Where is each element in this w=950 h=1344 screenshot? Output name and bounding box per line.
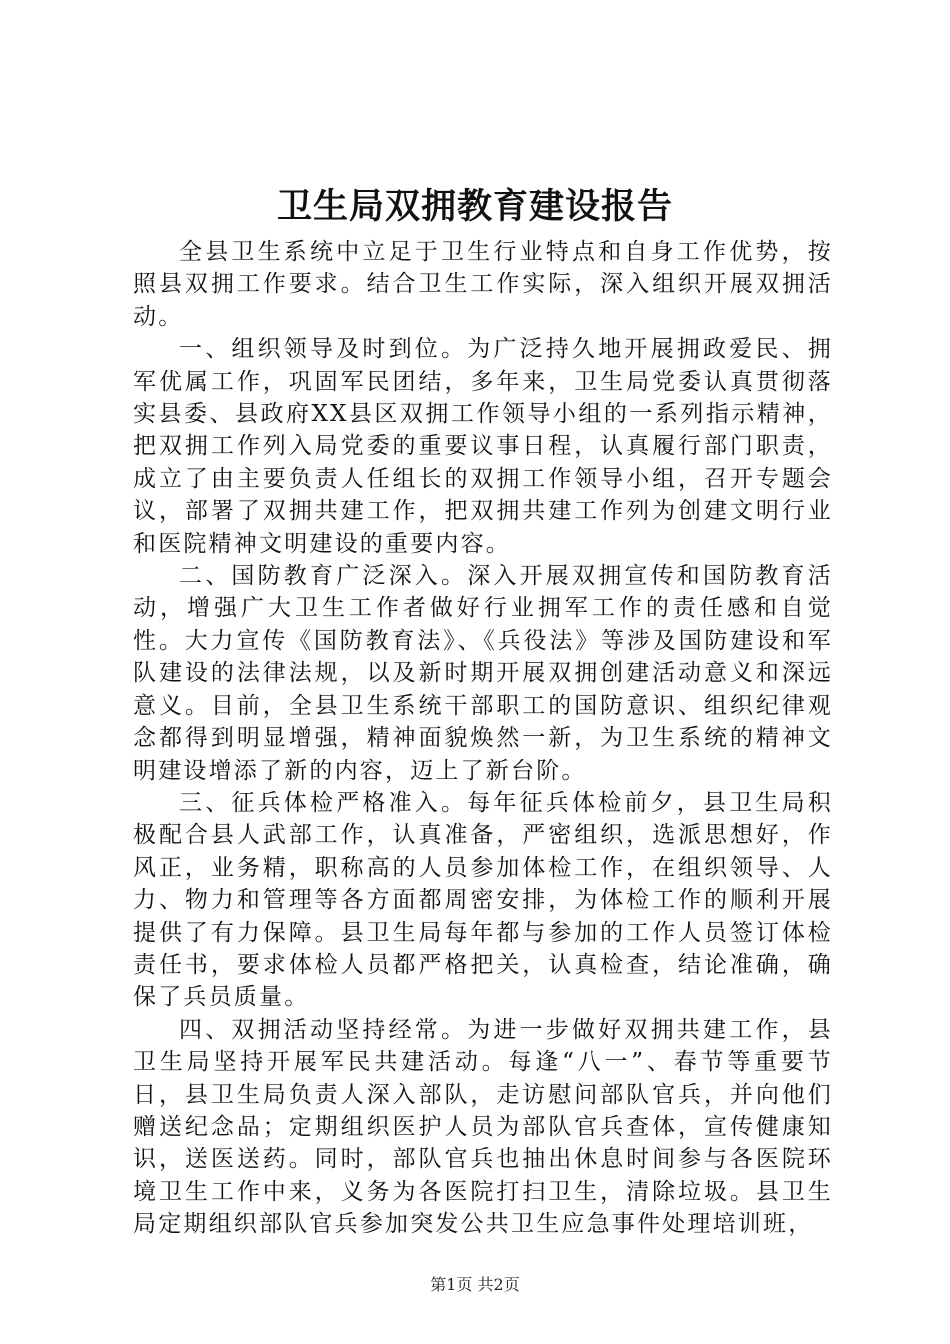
paragraph-section-1: 一、组织领导及时到位。为广泛持久地开展拥政爱民、拥军优属工作，巩固军民团结，多年来，卫生局党委认真贯彻落实县委、县政府XX县区双拥工作领导小组的一系列指示精神，把双拥工作列入局党委的重要议事日程，认真履行部门职责，成立了由主要负责人任组长的双拥工作领导小组，召开专题会议，部署了双拥共建工作，把双拥共建工作列为创建文明行业和医院精神文明建设的重要内容。 (133, 336, 833, 557)
document-body (133, 236, 833, 1241)
page-number-footer: 第1页 共2页 (430, 1275, 520, 1294)
paragraph-section-3: 三、征兵体检严格准入。每年征兵体检前夕，县卫生局积极配合县人武部工作，认真准备，严密组织，选派思想好，作风正，业务精，职称高的人员参加体检工作，在组织领导、人力、物力和管理等各方面都周密安排，为体检工作的顺利开展提供了有力保障。县卫生局每年都与参加的工作人员签订体检责任书，要求体检人员都严格把关，认真检查，结论准确，确保了兵员质量。 (133, 789, 833, 1011)
paragraph-intro: 全县卫生系统中立足于卫生行业特点和自身工作优势，按照县双拥工作要求。结合卫生工作实际，深入组织开展双拥活动。 (133, 239, 833, 330)
paragraph-section-4: 四、双拥活动坚持经常。为进一步做好双拥共建工作，县卫生局坚持开展军民共建活动。每逢“八一”、春节等重要节日，县卫生局负责人深入部队，走访慰问部队官兵，并向他们赠送纪念品；定期组织医护人员为部队官兵查体，宣传健康知识，送医送药。同时，部队官兵也抽出休息时间参与各医院环境卫生工作中来，义务为各医院打扫卫生，清除垃圾。县卫生局定期组织部队官兵参加突发公共卫生应急事件处理培训班， (133, 1016, 833, 1238)
document-title: 卫生局双拥教育建设报告 (276, 186, 673, 227)
paragraph-section-2: 二、国防教育广泛深入。深入开展双拥宣传和国防教育活动，增强广大卫生工作者做好行业拥军工作的责任感和自觉性。大力宣传《国防教育法》、《兵役法》等涉及国防建设和军队建设的法律法规，以及新时期开展双拥创建活动意义和深远意义。目前，全县卫生系统干部职工的国防意识、组织纪律观念都得到明显增强，精神面貌焕然一新，为卫生系统的精神文明建设增添了新的内容，迈上了新台阶。 (133, 563, 833, 784)
